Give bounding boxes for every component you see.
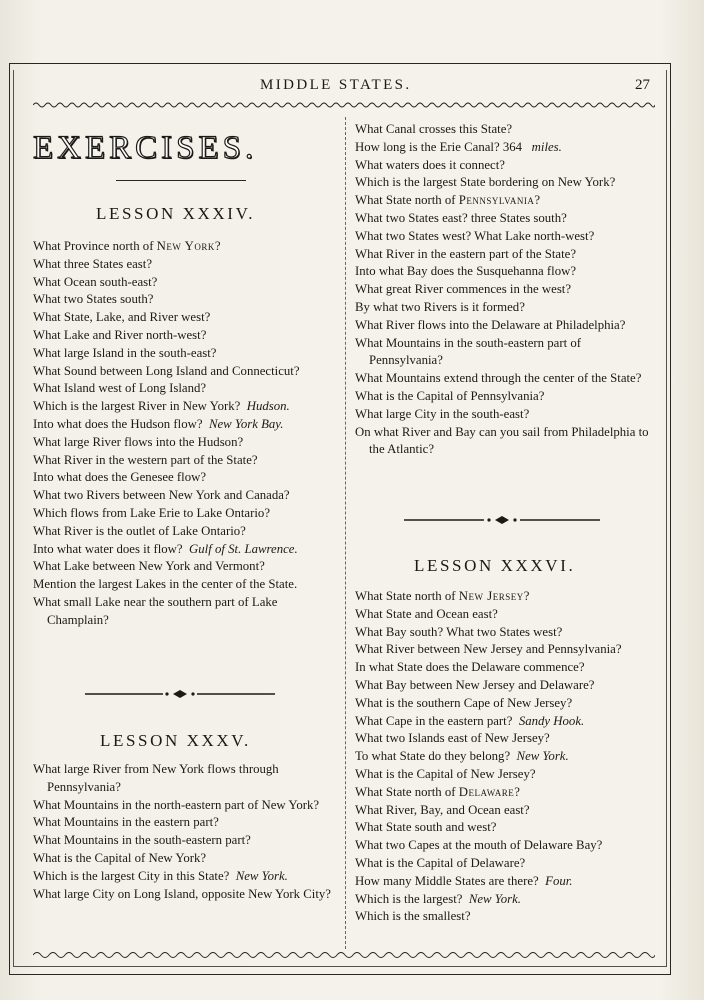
- column-divider: [345, 117, 347, 949]
- question-line: [33, 274, 331, 292]
- question-text: What Mountains in the south-eastern part of Pennsylvania?: [355, 335, 582, 368]
- question-line: [355, 891, 655, 909]
- lesson-35-continued: [355, 121, 655, 459]
- question-text: What Mountains extend through the center of the State?: [355, 371, 642, 386]
- question-text: What State north of: [355, 589, 459, 603]
- question-text: What Bay between New Jersey and Delaware?: [355, 677, 595, 692]
- lesson-divider-ornament-2: [404, 516, 600, 524]
- answer-text: New York.: [235, 868, 288, 883]
- question-text: Into what does the Genesee flow?: [33, 470, 207, 485]
- question-text: Into what does the Hudson flow?: [33, 416, 203, 431]
- question-line: [33, 832, 331, 850]
- question-text: By what two Rivers is it formed?: [355, 299, 525, 314]
- lesson-34-title: LESSON XXXIV.: [96, 204, 256, 223]
- question-text: What two States west? What Lake north-west?: [355, 228, 595, 243]
- question-line: [33, 291, 331, 309]
- question-text: What is the Capital of New Jersey?: [355, 766, 536, 781]
- question-line: [355, 192, 655, 210]
- question-text: What Mountains in the eastern part?: [33, 815, 219, 830]
- question-text: What large River from New York flows through Pennsylvania?: [33, 762, 279, 794]
- question-text: Into what Bay does the Susquehanna flow?: [355, 264, 577, 279]
- question-text: What State south and west?: [355, 820, 497, 835]
- answer-text: Sandy Hook.: [518, 713, 585, 728]
- question-text: Which is the largest River in New York?: [33, 399, 241, 414]
- question-line: [33, 761, 331, 797]
- lesson-35-questions: [33, 761, 331, 903]
- lesson-36-title: LESSON XXXVI.: [414, 556, 576, 575]
- question-text: Mention the largest Lakes in the center of the State.: [33, 577, 298, 592]
- question-line: [33, 327, 331, 345]
- question-line: [355, 281, 655, 299]
- question-text: What waters does it connect?: [355, 157, 505, 172]
- question-text: To what State do they belong?: [355, 749, 511, 764]
- question-line: [33, 398, 331, 416]
- answer-text: Gulf of St. Lawrence.: [189, 541, 298, 556]
- question-line: [355, 588, 655, 606]
- question-line: [33, 345, 331, 363]
- answer-text: miles.: [531, 139, 562, 154]
- question-text: What two States south?: [33, 292, 154, 307]
- question-text: What River, Bay, and Ocean east?: [355, 802, 530, 817]
- question-text: What Ocean south-east?: [33, 274, 158, 289]
- question-line: [355, 730, 655, 748]
- question-text: Which is the largest City in this State?: [33, 868, 230, 883]
- question-line: [355, 121, 655, 139]
- question-text: Into what water does it flow?: [33, 541, 183, 556]
- question-line: [355, 659, 655, 677]
- heading-rule: [116, 180, 246, 181]
- question-text: What Province north of: [33, 239, 157, 253]
- question-place-name: New York: [156, 239, 215, 253]
- question-text: What great River commences in the west?: [355, 282, 572, 297]
- question-text: What Mountains in the south-eastern part?: [33, 833, 251, 848]
- answer-text: New York Bay.: [208, 416, 284, 431]
- question-text: What River flows into the Delaware at Philadelphia?: [355, 317, 626, 332]
- question-text: What is the Capital of Delaware?: [355, 855, 526, 870]
- question-mark: ?: [514, 784, 520, 799]
- question-line: [355, 606, 655, 624]
- question-text: What large River flows into the Hudson?: [33, 434, 244, 449]
- question-line: [355, 406, 655, 424]
- answer-text: Hudson.: [246, 399, 290, 414]
- question-line: [355, 424, 655, 460]
- running-head: MIDDLE STATES.: [260, 77, 412, 93]
- question-text: How long is the Erie Canal? 364: [355, 139, 526, 154]
- question-line: [355, 855, 655, 873]
- question-line: [33, 452, 331, 470]
- question-line: [33, 886, 331, 904]
- question-line: [33, 558, 331, 576]
- question-text: What State and Ocean east?: [355, 606, 498, 621]
- question-line: [355, 228, 655, 246]
- question-text: What two Rivers between New York and Canada?: [33, 488, 290, 503]
- question-text: What River in the western part of the State?: [33, 452, 258, 467]
- question-line: [355, 873, 655, 891]
- footer-wavy-rule: [33, 949, 655, 961]
- question-place-name: New Jersey: [458, 589, 524, 603]
- question-mark: ?: [214, 239, 221, 253]
- lesson-35-title: LESSON XXXV.: [100, 731, 251, 750]
- question-line: [33, 576, 331, 594]
- question-line: [33, 850, 331, 868]
- question-line: [33, 868, 331, 886]
- question-text: What State north of: [355, 193, 459, 208]
- lesson-34-questions: [33, 238, 331, 630]
- question-text: What two Islands east of New Jersey?: [355, 731, 550, 746]
- question-line: [33, 797, 331, 815]
- lesson-divider-ornament: [85, 690, 275, 698]
- question-text: What Canal crosses this State?: [355, 122, 513, 136]
- question-text: Which is the largest State bordering on New York?: [355, 175, 616, 190]
- question-text: What Cape in the eastern part?: [355, 713, 513, 728]
- question-text: What River is the outlet of Lake Ontario?: [33, 523, 246, 538]
- question-line: [355, 263, 655, 281]
- question-text: What large City in the south-east?: [355, 406, 530, 421]
- question-line: [33, 594, 331, 630]
- question-place-name: Pennsylvania: [458, 193, 535, 208]
- question-text: On what River and Bay can you sail from Philadelphia to the Atlantic?: [355, 424, 649, 457]
- header-wavy-rule: [33, 100, 655, 110]
- question-text: What two Capes at the mouth of Delaware Bay?: [355, 838, 603, 853]
- question-place-name: Delaware: [458, 784, 515, 799]
- question-line: [33, 523, 331, 541]
- answer-text: New York.: [516, 749, 569, 764]
- question-line: [33, 469, 331, 487]
- question-line: [33, 505, 331, 523]
- question-text: How many Middle States are there?: [355, 873, 539, 888]
- question-text: What large Island in the south-east?: [33, 345, 217, 360]
- question-text: What Lake and River north-west?: [33, 327, 207, 342]
- question-text: What small Lake near the southern part of Lake Champlain?: [33, 594, 278, 627]
- question-line: [33, 487, 331, 505]
- question-line: [355, 713, 655, 731]
- question-text: In what State does the Delaware commence?: [355, 660, 585, 675]
- question-line: [355, 784, 655, 802]
- question-line: [355, 837, 655, 855]
- question-text: What State north of: [355, 784, 459, 799]
- lesson-36-questions: [355, 588, 655, 926]
- question-text: What large City on Long Island, opposite New York City?: [33, 886, 331, 901]
- question-line: [355, 246, 655, 264]
- question-text: What two States east? three States south?: [355, 210, 567, 225]
- question-line: [33, 541, 331, 559]
- question-line: [33, 814, 331, 832]
- question-line: [355, 174, 655, 192]
- answer-text: New York.: [468, 891, 521, 906]
- question-line: [33, 256, 331, 274]
- question-text: What Island west of Long Island?: [33, 381, 207, 396]
- question-line: [355, 210, 655, 228]
- question-text: Which is the smallest?: [355, 909, 471, 924]
- page-number: 27: [635, 77, 650, 93]
- question-text: What State, Lake, and River west?: [33, 310, 211, 325]
- question-line: [355, 908, 655, 926]
- question-text: What River between New Jersey and Pennsylvania?: [355, 642, 622, 657]
- question-line: [355, 695, 655, 713]
- question-line: [33, 309, 331, 327]
- question-mark: ?: [534, 193, 541, 208]
- question-line: [33, 434, 331, 452]
- question-text: Which is the largest?: [355, 891, 463, 906]
- question-text: What is the Capital of Pennsylvania?: [355, 388, 545, 403]
- question-line: [33, 363, 331, 381]
- answer-text: Four.: [545, 873, 573, 888]
- question-text: What Lake between New York and Vermont?: [33, 559, 265, 574]
- question-text: What is the southern Cape of New Jersey?: [355, 695, 573, 710]
- question-line: [355, 317, 655, 335]
- question-text: What three States east?: [33, 256, 153, 271]
- question-mark: ?: [523, 589, 530, 603]
- question-line: [355, 624, 655, 642]
- exercises-heading: EXERCISES.: [33, 130, 258, 166]
- question-line: [355, 335, 655, 371]
- question-text: Which flows from Lake Erie to Lake Ontario?: [33, 505, 271, 520]
- question-text: What Mountains in the north-eastern part of New York?: [33, 797, 320, 812]
- question-line: [355, 139, 655, 157]
- question-line: [355, 748, 655, 766]
- question-line: [355, 388, 655, 406]
- question-line: [355, 819, 655, 837]
- question-line: [355, 157, 655, 175]
- question-line: [355, 641, 655, 659]
- question-line: [355, 370, 655, 388]
- question-text: What River in the eastern part of the State?: [355, 246, 577, 261]
- question-text: What is the Capital of New York?: [33, 850, 207, 865]
- question-line: [33, 416, 331, 434]
- question-line: [355, 299, 655, 317]
- question-line: [355, 677, 655, 695]
- question-line: [33, 380, 331, 398]
- question-line: [33, 238, 331, 256]
- question-text: What Bay south? What two States west?: [355, 624, 563, 639]
- question-line: [355, 766, 655, 784]
- question-line: [355, 802, 655, 820]
- question-text: What Sound between Long Island and Connecticut?: [33, 363, 300, 378]
